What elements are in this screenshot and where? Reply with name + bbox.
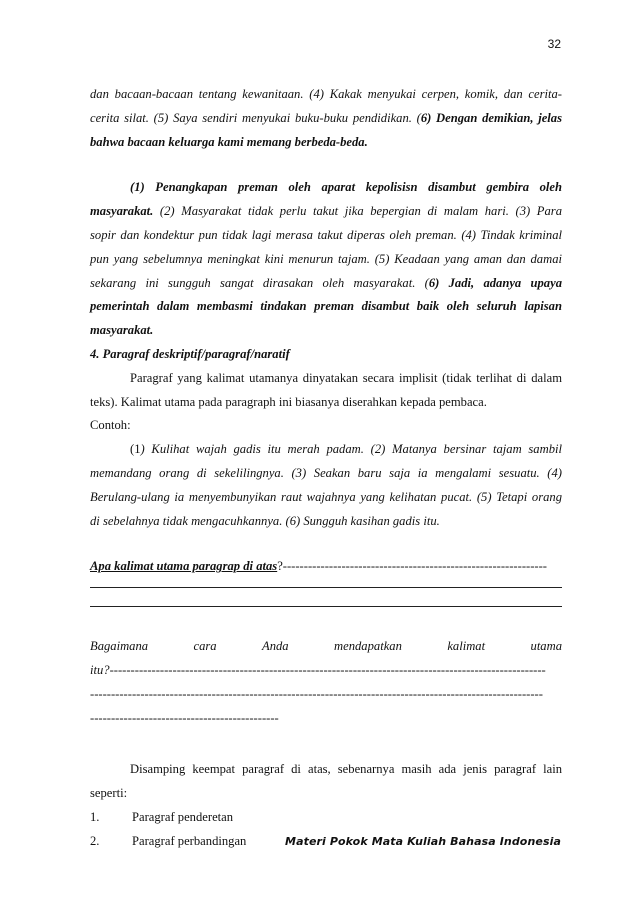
answer-dashes[interactable]: --------------------------------------------- [90,710,279,725]
list-number: 1. [90,809,100,824]
text-line: (1) Penangkapan preman oleh aparat kepolisisn disambut gembira oleh [130,180,562,195]
text-line [90,438,562,462]
question-word: mendapatkan [334,639,402,654]
spacer [90,579,562,587]
text-line [90,200,562,224]
question-word: Bagaimana [90,639,149,654]
text-span: sekarang ini sungguh sangat dirasakan oleh masyarakat. ( [90,275,429,290]
text-line: memandang orang di sekelilingnya. (3) Seakan baru saja ia mengalami sesuatu. (4) [90,465,562,480]
list-item [90,806,562,830]
text-line: Berulang-ulang ia menyembunyikan raut wajahnya yang kelihatan pucat. (5) Tetapi orang [90,489,562,504]
page-number: 32 [547,37,561,51]
question-text: Apa kalimat utama paragrap di atas [90,559,278,574]
page-content [90,83,562,854]
text-span: (2) Masyarakat tidak perlu takut jika bepergian di malam hari. (3) Para [153,204,562,219]
text-line: masyarakat. [90,323,154,338]
text-line: Disamping keempat paragraf di atas, sebenarnya masih ada jenis paragraf lain [130,762,562,777]
text-line: di sebelahnya tidak mengacuhkannya. (6) Sungguh kasihan gadis itu. [90,513,440,528]
question-word: utama [530,639,562,654]
spacer [90,730,562,758]
text-span: itu?-------------------------------------------------------------------------------------------------------- [90,662,546,677]
text-span-bold: masyarakat. [90,204,154,219]
question-word: cara [193,639,217,654]
question-line [90,635,562,659]
spacer [90,588,562,606]
text-line [90,107,562,131]
text-span: ) Kulihat wajah gadis itu merah padam. (2) Matanya bersinar tajam sambil [140,442,562,457]
page-footer: Materi Pokok Mata Kuliah Bahasa Indonesia [285,835,561,848]
question-word: Anda [262,639,289,654]
question-word: kalimat [447,639,486,654]
list-number: 2. [90,833,100,848]
answer-dashes[interactable]: ?--------------------------------------------------------------- [277,559,547,574]
list-label: Paragraf penderetan [132,809,234,824]
text-line [90,272,562,296]
text-line: pun yang sebelumnya meningkat kini menurun tajam. (5) Keadaan yang aman dan damai [90,251,562,266]
text-line: dan bacaan-bacaan tentang kewanitaan. (4) Kakak menyukai cerpen, komik, dan cerita- [90,87,562,101]
text-span: (1 [130,442,141,457]
spacer [90,533,562,555]
list-label: Paragraf perbandingan [132,833,247,848]
text-line: seperti: [90,786,128,801]
spacer [90,607,562,635]
question-line [90,555,562,579]
text-span-bold: 6) Jadi, adanya upaya [428,275,562,290]
answer-dashes[interactable] [90,659,562,683]
text-line: sopir dan kondektur pun tidak lagi merasa takut diperas oleh preman. (4) Tindak kriminal [90,227,562,242]
text-span-bold: 6) Dengan demikian, jelas [420,110,562,125]
text-line: pemerintah dalam membasmi tindakan preman disambut baik oleh seluruh lapisan [90,299,562,314]
section-heading: 4. Paragraf deskriptif/paragraf/naratif [90,346,290,361]
text-line: bahwa bacaan keluarga kami memang berbeda-beda. [90,134,368,149]
text-line: teks). Kalimat utama pada paragraph ini biasanya diserahkan kepada pembaca. [90,394,487,409]
text-span: cerita silat. (5) Saya sendiri menyukai buku-buku pendidikan. ( [90,110,421,125]
text-line: Paragraf yang kalimat utamanya dinyatakan secara implisit (tidak terlihat di dalam [130,370,562,385]
spacer [90,154,562,176]
answer-dashes[interactable]: ------------------------------------------------------------------------------------------------------------ [90,686,543,701]
contoh-label: Contoh: [90,418,131,433]
